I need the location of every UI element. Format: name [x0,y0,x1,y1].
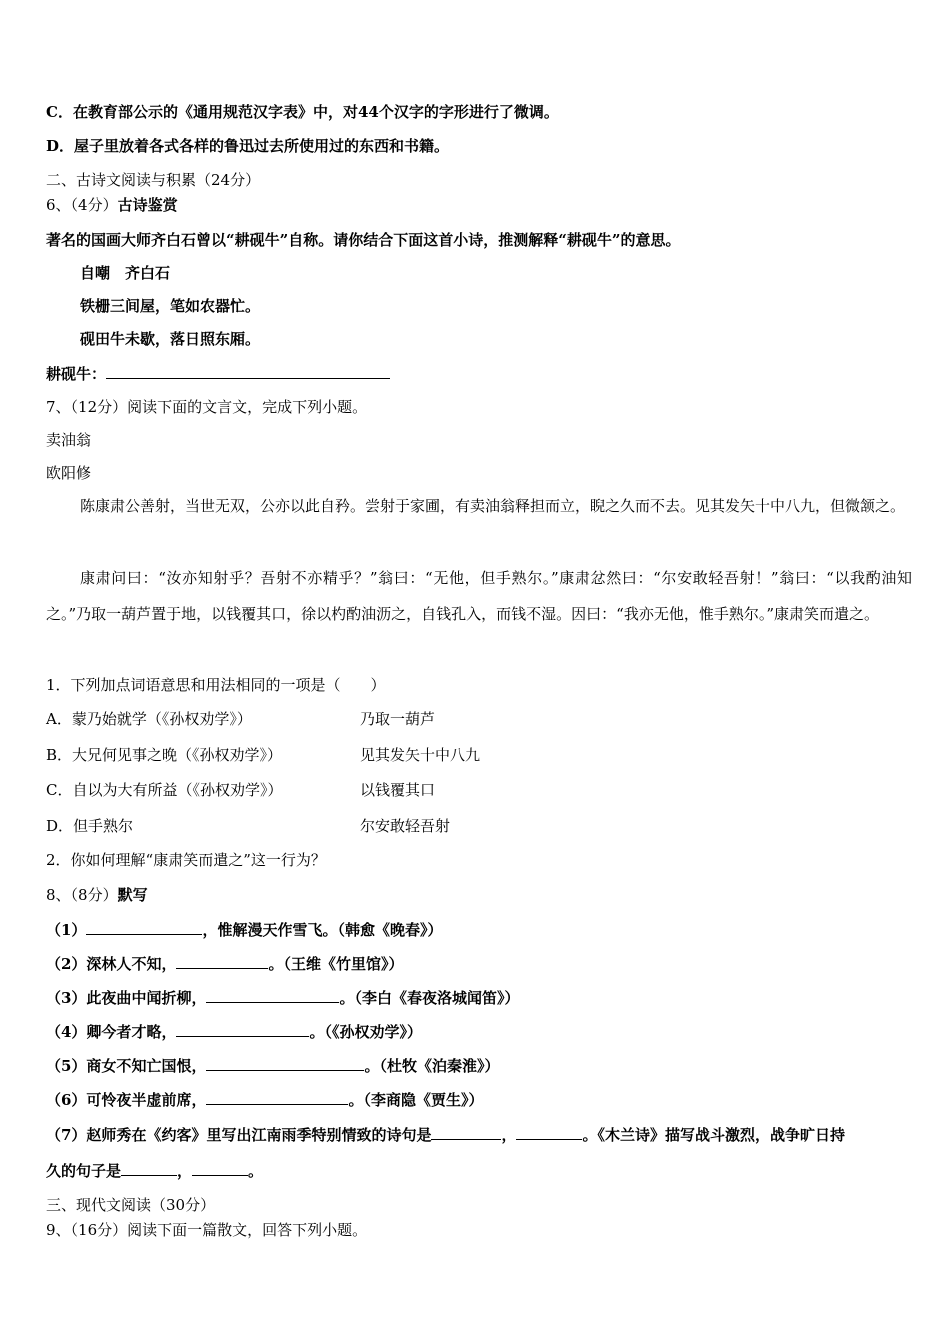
item-text: 。（李白《春夜洛城闻笛》） [339,989,520,1007]
item-separator: ， [501,1126,517,1144]
item-text: 。（《孙权劝学》） [309,1023,422,1041]
answer-blank[interactable] [206,1055,364,1071]
option-b-right: 见其发矢十中八九 [360,746,481,764]
section-2-heading: 二、古诗文阅读与积累（24分） [46,171,261,189]
item-text: 。 [248,1162,264,1180]
q8-number: 8、（8分） [46,886,118,904]
item-prefix: （3）此夜曲中闻折柳， [46,989,207,1007]
q6-prompt: 著名的国画大师齐白石曾以“耕砚牛”自称。请你结合下面这首小诗，推测解释“耕砚牛”的意思。 [46,231,681,249]
option-c-right: 以钱覆其口 [360,781,436,799]
q6-header [46,195,178,215]
q8-item-5 [46,1055,499,1076]
item-text: 。（王维《竹里馆》） [268,955,404,973]
option-a-right: 乃取一葫芦 [360,710,436,728]
answer-blank[interactable] [431,1124,501,1140]
text-title: 卖油翁 [46,431,92,449]
section-3-heading: 三、现代文阅读（30分） [46,1196,216,1214]
option-c: C．在教育部公示的《通用规范汉字表》中，对44个汉字的字形进行了微调。 [46,103,559,121]
q8-item-6 [46,1089,483,1110]
q8-item-7 [46,1124,845,1145]
item-separator: ， [177,1162,193,1180]
option-c-left: C．自以为大有所益（《孙权劝学》） [46,781,283,799]
answer-blank[interactable] [206,1089,348,1105]
q9-header: 9、（16分）阅读下面一篇散文，回答下列小题。 [46,1221,368,1239]
q6-number: 6、（4分） [46,196,118,214]
item-text: ，惟解漫天作雪飞。（韩愈《晚春》） [202,921,443,939]
item-prefix: （6）可怜夜半虚前席， [46,1091,207,1109]
item-text: 。（李商隐《贾生》） [348,1091,484,1109]
q8-title: 默写 [117,886,148,904]
item-prefix: （5）商女不知亡国恨， [46,1057,207,1075]
q7-sub1: 1．下列加点词语意思和用法相同的一项是（ ） [46,676,386,694]
answer-blank[interactable] [86,919,202,935]
q6-title: 古诗鉴赏 [117,196,178,214]
answer-blank[interactable] [516,1124,582,1140]
item-text: 。（杜牧《泊秦淮》） [364,1057,500,1075]
item-prefix: （2）深林人不知， [46,955,177,973]
q8-item-3 [46,987,519,1008]
answer-blank[interactable] [192,1160,248,1176]
q8-item-2 [46,953,403,974]
q7-header: 7、（12分）阅读下面的文言文，完成下列小题。 [46,398,368,416]
answer-blank[interactable] [176,953,268,969]
answer-blank[interactable] [206,987,339,1003]
answer-blank[interactable] [176,1021,309,1037]
q8-item-1 [46,919,442,940]
q6-answer-label: 耕砚牛： [46,365,107,383]
q8-item-7-cont [46,1160,263,1181]
poem-line-1: 铁栅三间屋，笔如农器忙。 [80,297,261,315]
answer-blank[interactable] [121,1160,177,1176]
option-d-left: D．但手熟尔 [46,817,134,835]
option-d-right: 尔安敢轻吾射 [360,817,451,835]
poem-line-2: 砚田牛未歇，落日照东厢。 [80,330,261,348]
option-a-left: A．蒙乃始就学（《孙权劝学》） [46,710,252,728]
item-prefix: （4）卿今者才略， [46,1023,177,1041]
option-d: D．屋子里放着各式各样的鲁迅过去所使用过的东西和书籍。 [46,137,450,155]
q7-sub2: 2．你如何理解“康肃笑而遣之”这一行为？ [46,851,326,869]
poem-title: 自嘲 齐白石 [80,264,171,282]
item-text: 久的句子是 [46,1162,122,1180]
option-b-left: B．大兄何见事之晚（《孙权劝学》） [46,746,283,764]
q8-header [46,885,148,905]
q6-answer [46,363,390,384]
item-text: （7）赵师秀在《约客》里写出江南雨季特别情致的诗句是 [46,1126,432,1144]
passage-paragraph-1: 陈康肃公善射，当世无双，公亦以此自矜。尝射于家圃，有卖油翁释担而立，睨之久而不去。见其发矢十中八九，但微颔之。 [80,497,906,515]
item-prefix: （1） [46,921,87,939]
text-author: 欧阳修 [46,464,92,482]
passage-paragraph-2: 康肃问曰：“汝亦知射乎？吾射不亦精乎？”翁曰：“无他，但手熟尔。”康肃忿然曰：“尔安敢轻吾射！”翁曰：“以我酌油知之。”乃取一葫芦置于地，以钱覆其口，徐以杓酌油沥之，自钱孔入，而钱不湿。因曰：“我亦无他，惟手熟尔。”康肃笑而遣之。 [46,569,912,623]
q8-item-4 [46,1021,422,1042]
answer-blank[interactable] [106,363,390,379]
item-text: 。《木兰诗》描写战斗激烈，战争旷日持 [582,1126,845,1144]
